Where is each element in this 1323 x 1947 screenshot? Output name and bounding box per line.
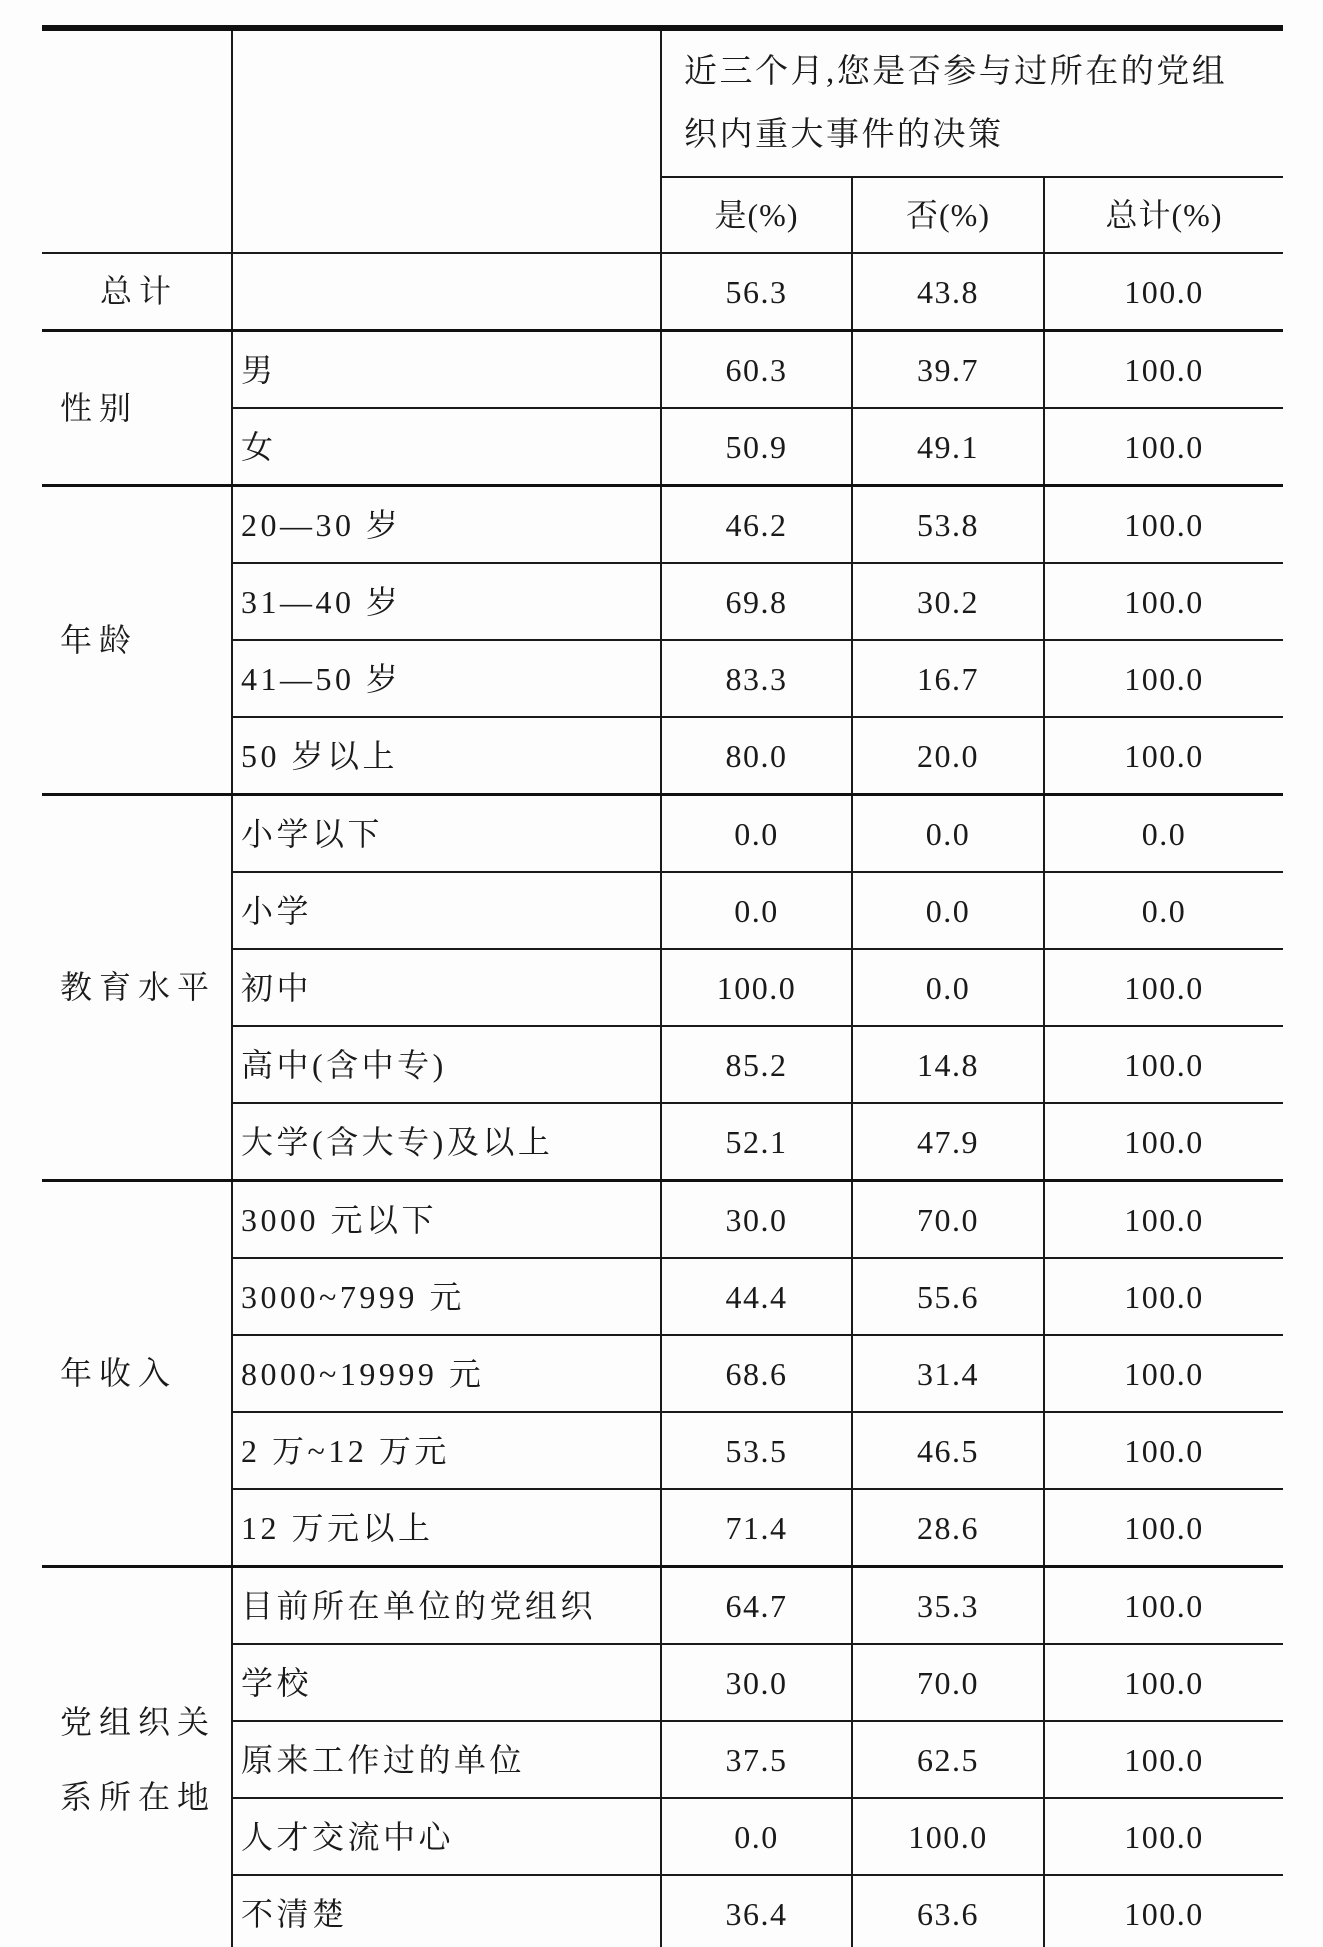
table-row (42, 795, 1283, 873)
value-total: 100.0 (1044, 486, 1283, 564)
table-row (42, 331, 1283, 409)
value-yes: 69.8 (661, 563, 852, 640)
value-total: 100.0 (1044, 1412, 1283, 1489)
value-no: 28.6 (852, 1489, 1044, 1567)
row-label: 31—40 岁 (232, 563, 661, 640)
value-total: 100.0 (1044, 1798, 1283, 1875)
value-yes: 0.0 (661, 795, 852, 873)
row-label: 50 岁以上 (232, 717, 661, 795)
row-label: 初中 (232, 949, 661, 1026)
row-label: 小学以下 (232, 795, 661, 873)
value-yes: 0.0 (661, 1798, 852, 1875)
value-yes: 64.7 (661, 1567, 852, 1645)
row-label: 学校 (232, 1644, 661, 1721)
category-age (42, 486, 232, 795)
row-label: 人才交流中心 (232, 1798, 661, 1875)
value-yes: 71.4 (661, 1489, 852, 1567)
row-label: 大学(含大专)及以上 (232, 1103, 661, 1181)
row-label: 12 万元以上 (232, 1489, 661, 1567)
value-no: 100.0 (852, 1798, 1044, 1875)
value-total: 100.0 (1044, 949, 1283, 1026)
value-total: 0.0 (1044, 795, 1283, 873)
value-total: 100.0 (1044, 1335, 1283, 1412)
table-row (42, 253, 1283, 331)
value-no: 55.6 (852, 1258, 1044, 1335)
value-no: 43.8 (852, 253, 1044, 331)
value-no: 63.6 (852, 1875, 1044, 1947)
value-yes: 36.4 (661, 1875, 852, 1947)
value-no: 46.5 (852, 1412, 1044, 1489)
category-total (42, 253, 232, 331)
value-no: 53.8 (852, 486, 1044, 564)
value-no: 0.0 (852, 949, 1044, 1026)
value-total: 100.0 (1044, 1026, 1283, 1103)
category-label: 教育水平 (60, 969, 217, 1006)
value-total: 100.0 (1044, 331, 1283, 409)
value-total: 100.0 (1044, 1721, 1283, 1798)
value-yes: 53.5 (661, 1412, 852, 1489)
value-yes: 46.2 (661, 486, 852, 564)
row-label: 8000~19999 元 (232, 1335, 661, 1412)
question-header-cell (661, 28, 1283, 177)
value-yes: 60.3 (661, 331, 852, 409)
category-education (42, 795, 232, 1181)
value-yes: 30.0 (661, 1644, 852, 1721)
value-total: 100.0 (1044, 1489, 1283, 1567)
row-label: 20—30 岁 (232, 486, 661, 564)
row-label: 小学 (232, 872, 661, 949)
value-total: 100.0 (1044, 563, 1283, 640)
empty-cell (232, 253, 661, 331)
value-yes: 37.5 (661, 1721, 852, 1798)
row-label: 男 (232, 331, 661, 409)
value-yes: 0.0 (661, 872, 852, 949)
value-no: 20.0 (852, 717, 1044, 795)
category-label: 性别 (60, 389, 139, 426)
value-yes: 85.2 (661, 1026, 852, 1103)
value-yes: 44.4 (661, 1258, 852, 1335)
category-label: 总计 (100, 273, 179, 309)
corner-cell-subcategory (232, 28, 661, 253)
value-total: 0.0 (1044, 872, 1283, 949)
crosstab-table (42, 25, 1283, 1947)
row-label: 目前所在单位的党组织 (232, 1567, 661, 1645)
category-label: 年收入 (60, 1355, 178, 1392)
category-label: 党组织关系所在地 (60, 1703, 217, 1815)
row-label: 原来工作过的单位 (232, 1721, 661, 1798)
column-header-total: 总计(%) (1044, 177, 1283, 253)
value-yes: 52.1 (661, 1103, 852, 1181)
value-no: 31.4 (852, 1335, 1044, 1412)
value-no: 39.7 (852, 331, 1044, 409)
value-total: 100.0 (1044, 253, 1283, 331)
category-party-affiliation-location (42, 1567, 232, 1947)
value-yes: 50.9 (661, 408, 852, 486)
value-total: 100.0 (1044, 408, 1283, 486)
value-total: 100.0 (1044, 1103, 1283, 1181)
value-total: 100.0 (1044, 640, 1283, 717)
table-row (42, 1567, 1283, 1645)
value-total: 100.0 (1044, 1644, 1283, 1721)
column-header-yes: 是(%) (661, 177, 852, 253)
value-no: 35.3 (852, 1567, 1044, 1645)
row-label: 女 (232, 408, 661, 486)
value-no: 0.0 (852, 872, 1044, 949)
value-no: 70.0 (852, 1644, 1044, 1721)
value-yes: 30.0 (661, 1181, 852, 1259)
value-yes: 80.0 (661, 717, 852, 795)
category-label: 年龄 (60, 621, 139, 658)
value-total: 100.0 (1044, 1875, 1283, 1947)
value-total: 100.0 (1044, 717, 1283, 795)
value-total: 100.0 (1044, 1258, 1283, 1335)
value-yes: 68.6 (661, 1335, 852, 1412)
row-label: 2 万~12 万元 (232, 1412, 661, 1489)
table-row (42, 486, 1283, 564)
row-label: 41—50 岁 (232, 640, 661, 717)
category-income (42, 1181, 232, 1567)
value-no: 16.7 (852, 640, 1044, 717)
value-yes: 56.3 (661, 253, 852, 331)
row-label: 3000 元以下 (232, 1181, 661, 1259)
value-no: 62.5 (852, 1721, 1044, 1798)
value-no: 70.0 (852, 1181, 1044, 1259)
value-total: 100.0 (1044, 1567, 1283, 1645)
table-row (42, 1181, 1283, 1259)
question-line-2: 织内重大事件的决策 (684, 116, 1004, 153)
value-yes: 83.3 (661, 640, 852, 717)
question-line-1: 近三个月,您是否参与过所在的党组 (684, 54, 1228, 91)
corner-cell-category (42, 28, 232, 253)
value-no: 30.2 (852, 563, 1044, 640)
row-label: 高中(含中专) (232, 1026, 661, 1103)
value-no: 47.9 (852, 1103, 1044, 1181)
value-no: 14.8 (852, 1026, 1044, 1103)
row-label: 不清楚 (232, 1875, 661, 1947)
value-no: 49.1 (852, 408, 1044, 486)
category-gender (42, 331, 232, 486)
value-no: 0.0 (852, 795, 1044, 873)
column-header-no: 否(%) (852, 177, 1044, 253)
row-label: 3000~7999 元 (232, 1258, 661, 1335)
value-yes: 100.0 (661, 949, 852, 1026)
value-total: 100.0 (1044, 1181, 1283, 1259)
